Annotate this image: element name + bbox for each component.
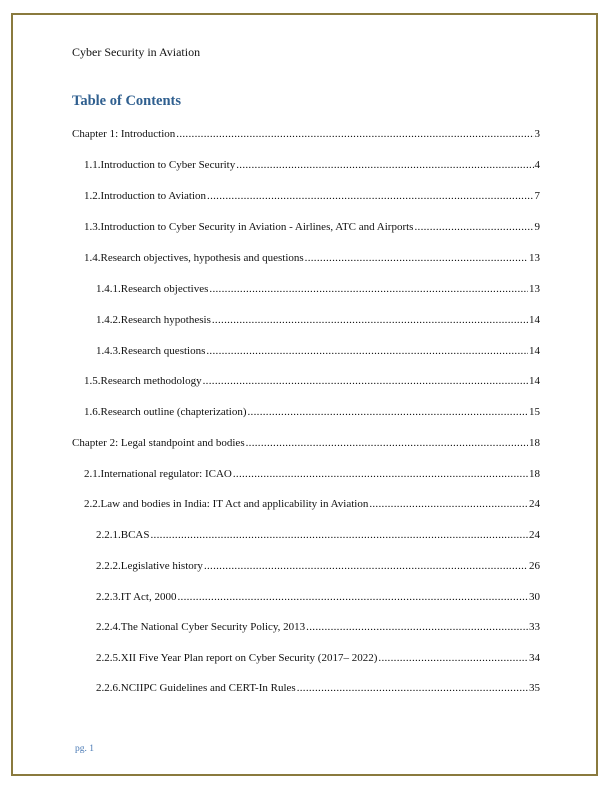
toc-entry-number: 1.1. — [84, 159, 101, 171]
toc-entry-page: 14 — [529, 375, 540, 387]
toc-entry-page: 34 — [529, 652, 540, 664]
toc-entry-title: Research hypothesis — [120, 314, 211, 326]
toc-entry-number: 1.2. — [84, 190, 101, 202]
toc-entry-number: 2.2.2. — [96, 560, 121, 572]
toc-entry-page: 7 — [534, 190, 540, 202]
toc-entry-page: 3 — [534, 128, 540, 140]
toc-entry-title: Law and bodies in India: IT Act and applicability in Aviation — [100, 498, 369, 510]
dot-leader — [204, 559, 528, 573]
toc-entry-number: 2.2. — [84, 498, 101, 510]
toc-entry-2-2[interactable] — [84, 497, 540, 511]
toc-entry-2-2-4[interactable] — [96, 620, 540, 634]
dot-leader — [236, 158, 533, 172]
dot-leader — [369, 497, 528, 511]
toc-entry-number: 1.4. — [84, 252, 101, 264]
dot-leader — [233, 467, 528, 481]
dot-leader — [414, 220, 533, 234]
toc-entry-title: XII Five Year Plan report on Cyber Security (2017– 2022) — [120, 652, 378, 664]
toc-entry-number: 2.1. — [84, 468, 101, 480]
toc-entry-title: NCIIPC Guidelines and CERT-In Rules — [120, 682, 296, 694]
toc-entry-number: 1.4.3. — [96, 345, 121, 357]
toc-title: Table of Contents — [72, 93, 182, 109]
toc-entry-title: International regulator: ICAO — [100, 468, 232, 480]
toc-entry-number: 2.2.6. — [96, 682, 121, 694]
page-number: pg. 1 — [75, 744, 94, 754]
toc-entry-number: 1.6. — [84, 406, 101, 418]
toc-entry-page: 13 — [529, 252, 540, 264]
toc-entry-page: 9 — [534, 221, 540, 233]
toc-entry-1-4-2[interactable] — [96, 313, 540, 327]
toc-entry-1-5[interactable] — [84, 374, 540, 388]
dot-leader — [297, 681, 528, 695]
toc-entry-title: IT Act, 2000 — [120, 591, 177, 603]
dot-leader — [207, 189, 533, 203]
toc-entry-title: Introduction to Aviation — [100, 190, 207, 202]
toc-entry-title: Research methodology — [100, 375, 202, 387]
dot-leader — [246, 436, 528, 450]
toc-entry-title: Introduction to Cyber Security in Aviation - Airlines, ATC and Airports — [100, 221, 414, 233]
toc-entry-title: The National Cyber Security Policy, 2013 — [120, 621, 306, 633]
toc-entry-number: 2.2.5. — [96, 652, 121, 664]
toc-entry-page: 14 — [529, 345, 540, 357]
dot-leader — [209, 282, 528, 296]
page-header: Cyber Security in Aviation — [72, 45, 201, 59]
toc-entry-number: 2.2.1. — [96, 529, 121, 541]
toc-entry-page: 24 — [529, 498, 540, 510]
dot-leader — [203, 374, 528, 388]
dot-leader — [176, 127, 533, 141]
toc-entry-title: Research questions — [120, 345, 206, 357]
toc-entry-number: 1.4.2. — [96, 314, 121, 326]
toc-entry-number: 2.2.4. — [96, 621, 121, 633]
toc-entry-page: 30 — [529, 591, 540, 603]
toc-entry-number: 1.3. — [84, 221, 101, 233]
toc-entry-page: 35 — [529, 682, 540, 694]
toc-entry-1-4[interactable] — [84, 251, 540, 265]
toc-entry-page: 18 — [529, 437, 540, 449]
toc-entry-chapter-2[interactable] — [72, 436, 540, 450]
dot-leader — [151, 528, 529, 542]
dot-leader — [305, 251, 528, 265]
toc-entry-1-3[interactable] — [84, 220, 540, 234]
dot-leader — [378, 651, 528, 665]
toc-entry-1-4-3[interactable] — [96, 344, 540, 358]
dot-leader — [177, 590, 528, 604]
toc-entry-title: Research outline (chapterization) — [100, 406, 247, 418]
toc-entry-2-2-3[interactable] — [96, 590, 540, 604]
toc-entry-2-2-5[interactable] — [96, 651, 540, 665]
toc-entry-title: BCAS — [120, 529, 150, 541]
toc-entry-2-1[interactable] — [84, 467, 540, 481]
toc-entry-page: 24 — [529, 529, 540, 541]
toc-entry-1-4-1[interactable] — [96, 282, 540, 296]
toc-entry-title: Research objectives — [120, 283, 209, 295]
toc-entry-page: 4 — [534, 159, 540, 171]
toc-entry-1-2[interactable] — [84, 189, 540, 203]
toc-entry-page: 15 — [529, 406, 540, 418]
toc-entry-page: 33 — [529, 621, 540, 633]
toc-entry-number: 1.4.1. — [96, 283, 121, 295]
toc-entry-chapter-1[interactable] — [72, 127, 540, 141]
toc-entry-1-6[interactable] — [84, 405, 540, 419]
toc-entry-title: Introduction to Cyber Security — [100, 159, 236, 171]
toc-entry-title: Chapter 1: Introduction — [72, 128, 176, 140]
toc-entry-2-2-6[interactable] — [96, 681, 540, 695]
toc-entry-title: Legislative history — [120, 560, 203, 572]
toc-entry-number: 2.2.3. — [96, 591, 121, 603]
toc-entry-page: 26 — [529, 560, 540, 572]
dot-leader — [206, 344, 528, 358]
toc-entry-page: 18 — [529, 468, 540, 480]
toc-entry-1-1[interactable] — [84, 158, 540, 172]
dot-leader — [212, 313, 528, 327]
dot-leader — [248, 405, 529, 419]
toc-entry-page: 14 — [529, 314, 540, 326]
dot-leader — [306, 620, 528, 634]
toc-entry-2-2-1[interactable] — [96, 528, 540, 542]
toc-entry-number: 1.5. — [84, 375, 101, 387]
toc-entry-page: 13 — [529, 283, 540, 295]
toc-entry-title: Research objectives, hypothesis and questions — [100, 252, 304, 264]
toc-entry-2-2-2[interactable] — [96, 559, 540, 573]
toc-entry-title: Chapter 2: Legal standpoint and bodies — [72, 437, 245, 449]
